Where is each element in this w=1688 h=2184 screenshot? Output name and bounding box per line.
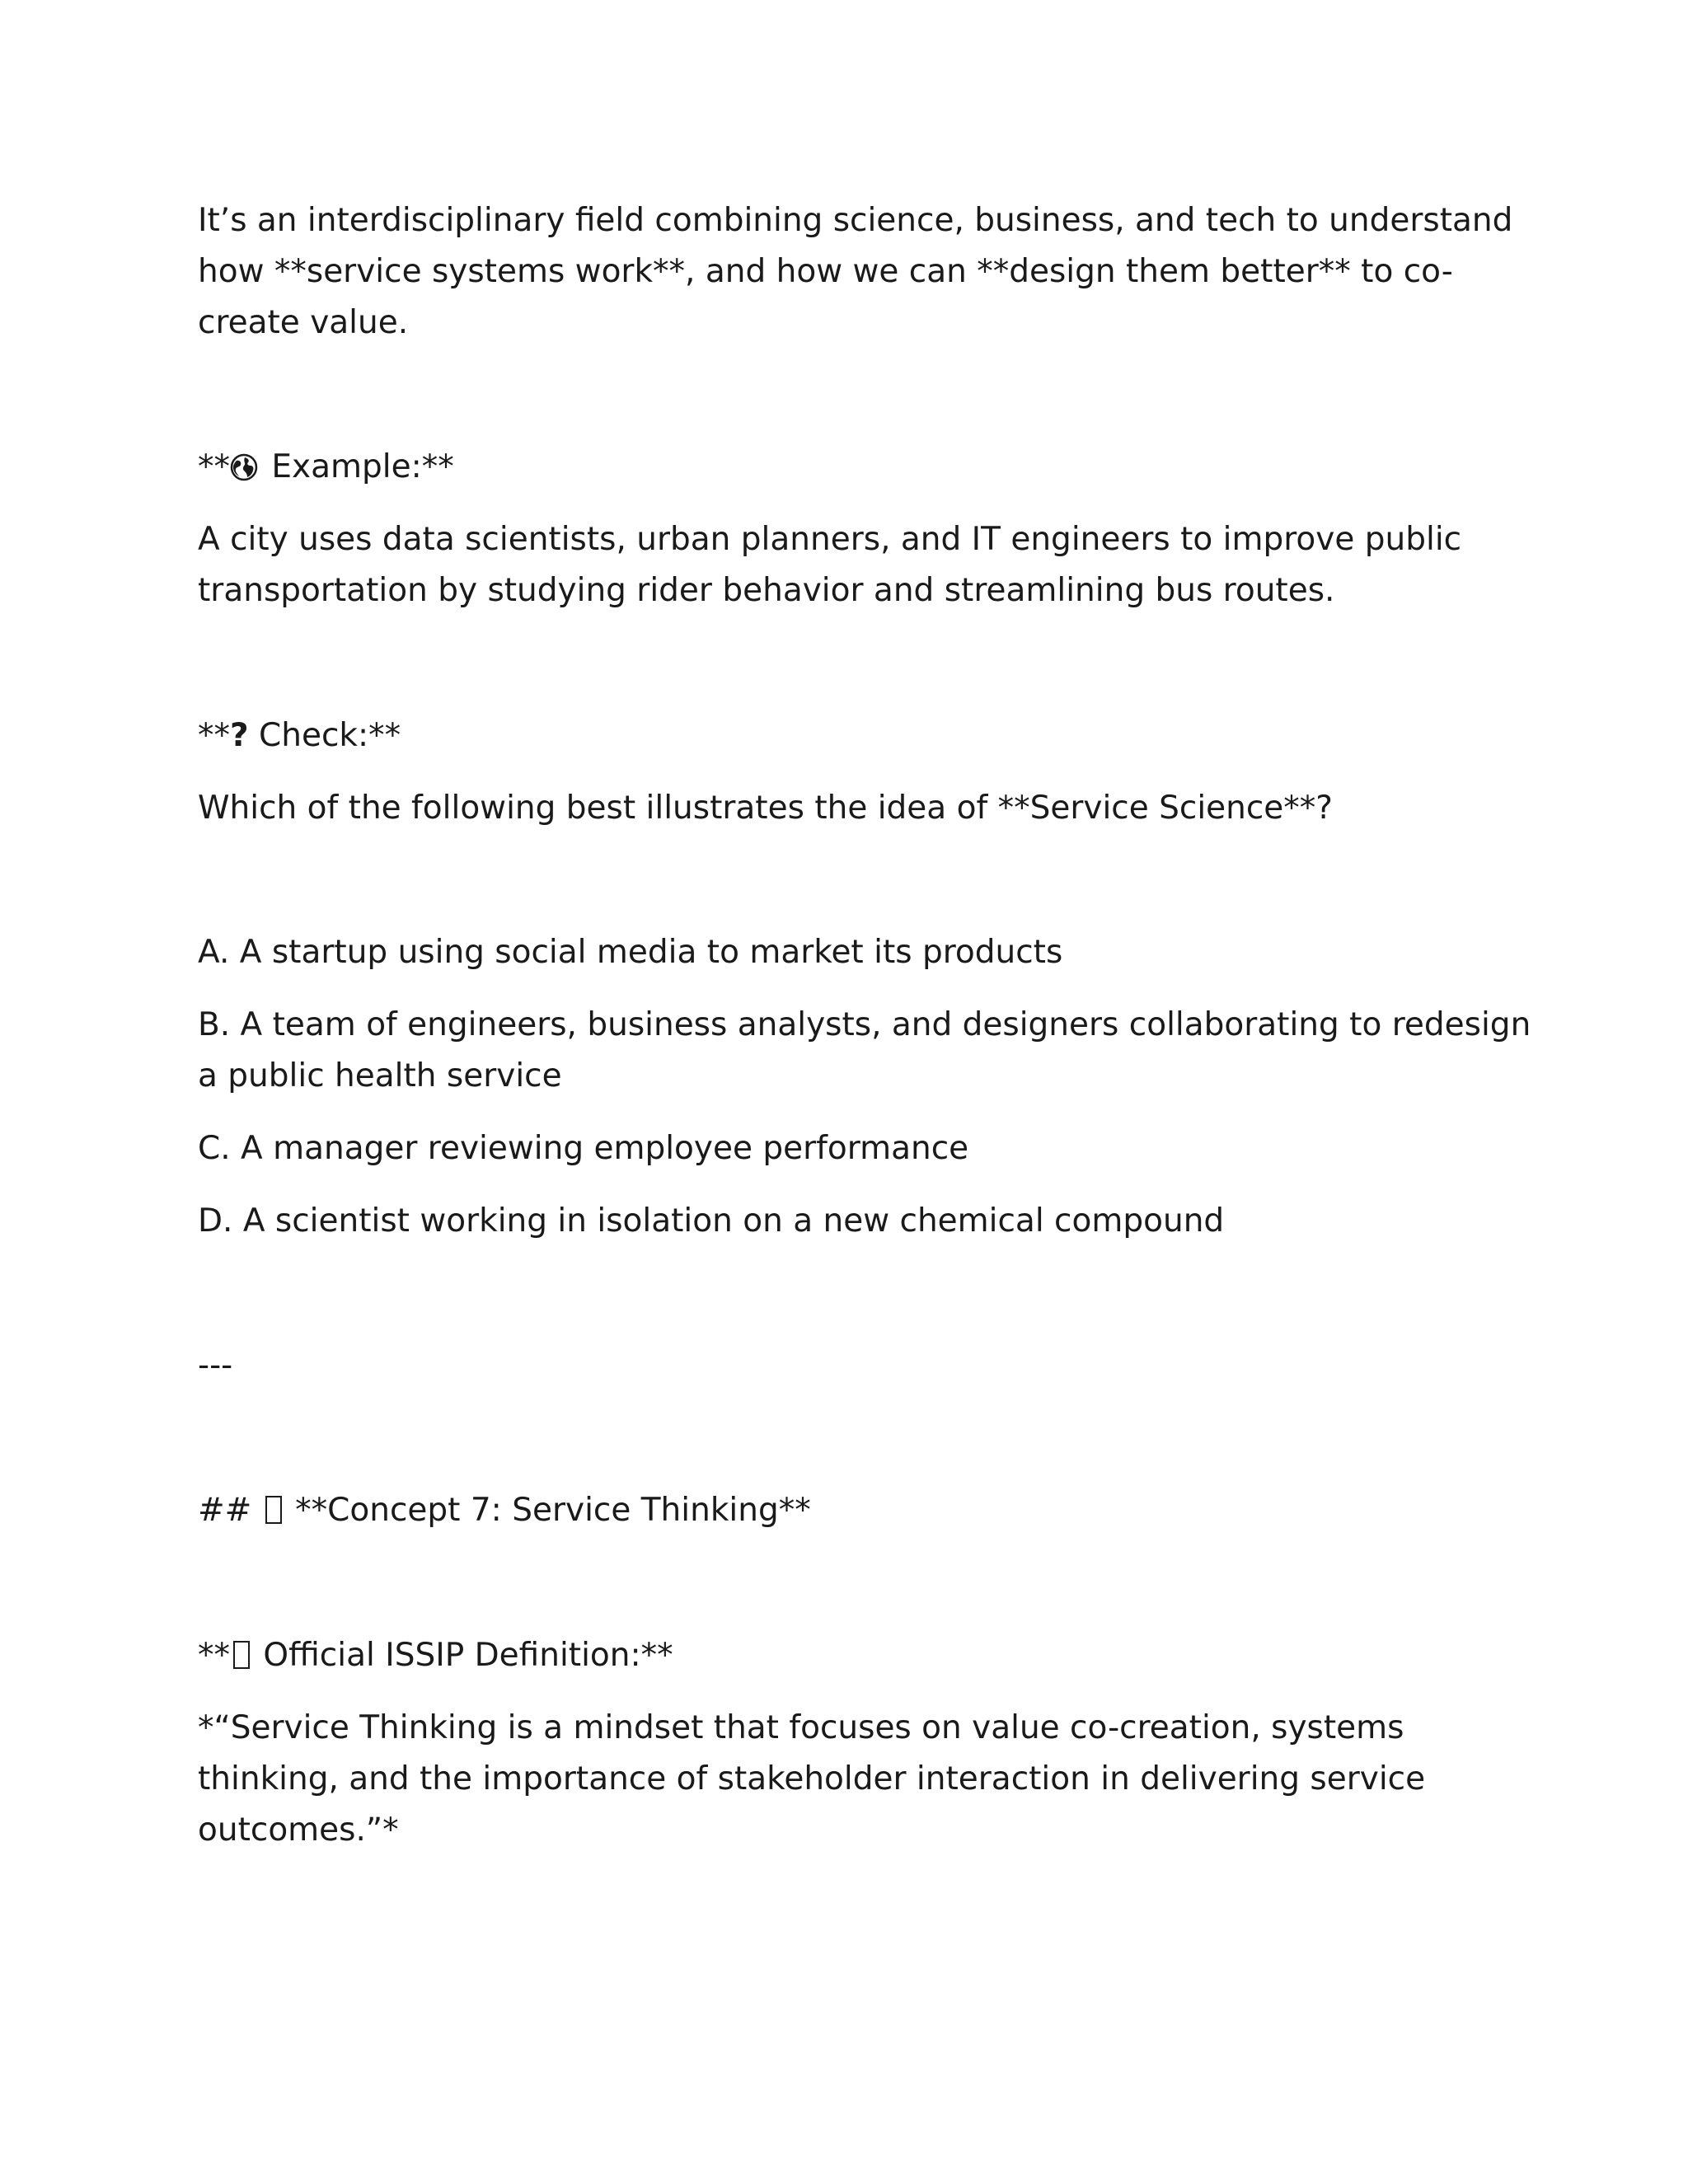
- option-b-line-2: a public health service: [198, 1057, 562, 1094]
- definition-prefix: **: [198, 1637, 230, 1674]
- example-heading: [198, 442, 454, 493]
- globe-icon: [230, 453, 258, 481]
- check-label: Check:**: [248, 717, 401, 754]
- example-line-2: transportation by studying rider behavior and streamlining bus routes.: [198, 572, 1335, 609]
- example-label: Example:**: [261, 448, 454, 485]
- concept-prefix: ##: [198, 1492, 262, 1529]
- check-question: Which of the following best illustrates the idea of **Service Science**?: [198, 790, 1333, 827]
- concept-heading: [198, 1485, 811, 1536]
- definition-line-2: thinking, and the importance of stakeholder interaction in delivering service: [198, 1760, 1426, 1797]
- option-d: D. A scientist working in isolation on a new chemical compound: [198, 1202, 1225, 1240]
- definition-line-1: *“Service Thinking is a mindset that focuses on value co-creation, systems: [198, 1709, 1404, 1746]
- check-prefix: **: [198, 717, 230, 754]
- missing-glyph-icon: [233, 1641, 250, 1669]
- option-a: A. A startup using social media to market its products: [198, 934, 1063, 971]
- intro-line-1: It’s an interdisciplinary field combining science, business, and tech to understand: [198, 202, 1513, 239]
- definition-heading: [198, 1630, 673, 1681]
- definition-label: Official ISSIP Definition:**: [253, 1637, 673, 1674]
- intro-line-3: create value.: [198, 304, 409, 341]
- intro-line-2: how **service systems work**, and how we can **design them better** to co-: [198, 253, 1453, 290]
- example-prefix: **: [198, 448, 230, 485]
- check-heading: [198, 710, 401, 762]
- missing-glyph-icon: [265, 1496, 282, 1524]
- option-c: C. A manager reviewing employee performance: [198, 1130, 969, 1167]
- option-b-line-1: B. A team of engineers, business analysts, and designers collaborating to redesign: [198, 1006, 1531, 1043]
- definition-line-3: outcomes.”*: [198, 1811, 399, 1849]
- question-mark-icon: ?: [230, 717, 249, 754]
- divider: ---: [198, 1347, 233, 1384]
- example-line-1: A city uses data scientists, urban planners, and IT engineers to improve public: [198, 521, 1462, 558]
- concept-title: **Concept 7: Service Thinking**: [284, 1492, 811, 1529]
